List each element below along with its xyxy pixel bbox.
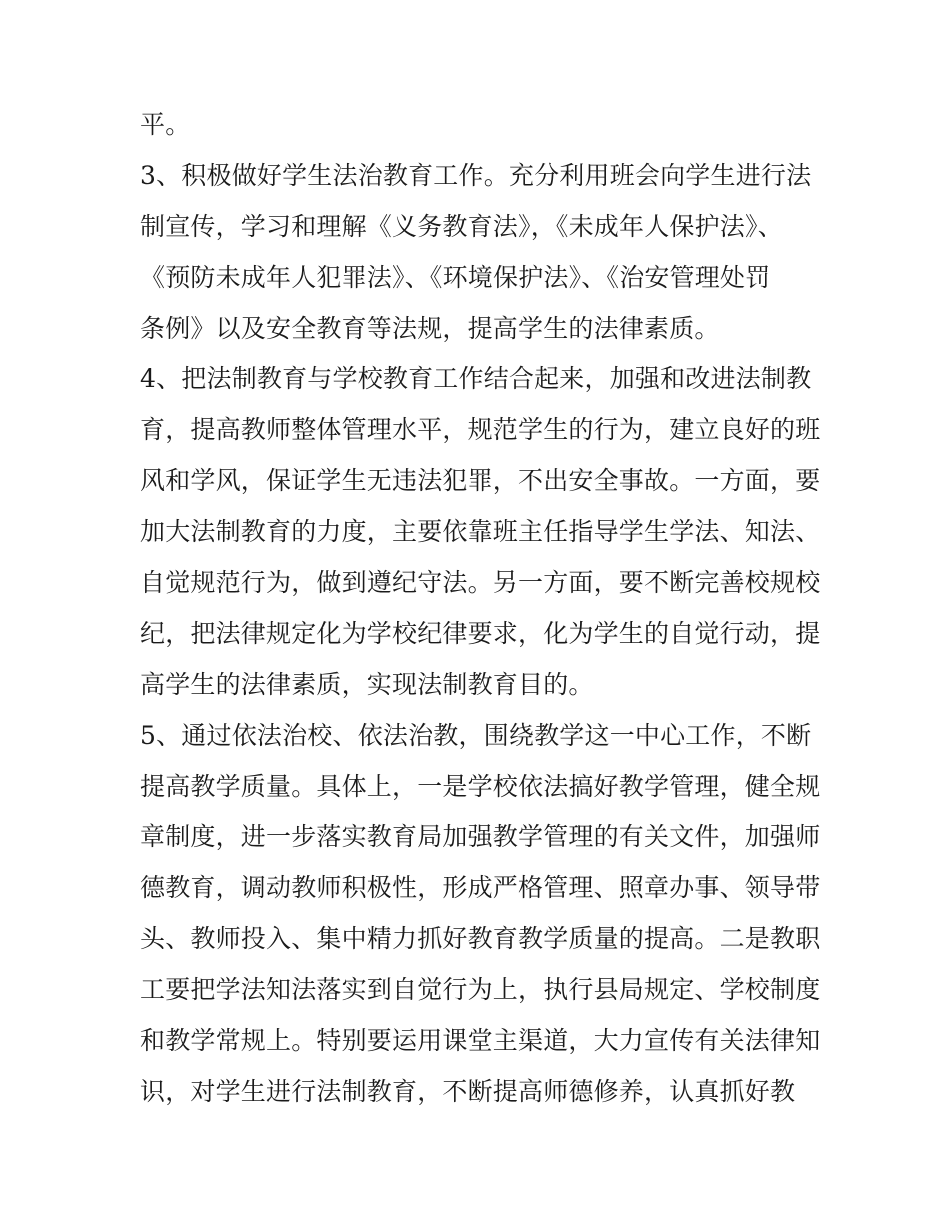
text-line: 高学生的法律素质，实现法制教育目的。	[140, 669, 594, 699]
text-line: 纪，把法律规定化为学校纪律要求，化为学生的自觉行动，提	[140, 618, 821, 648]
text-line: 识，对学生进行法制教育，不断提高师德修养，认真抓好教	[140, 1076, 796, 1106]
text-line: 自觉规范行为，做到遵纪守法。另一方面，要不断完善校规校	[140, 568, 821, 598]
text-line: 3、积极做好学生法治教育工作。充分利用班会向学生进行法	[140, 160, 812, 190]
text-line: 条例》以及安全教育等法规，提高学生的法律素质。	[140, 313, 720, 343]
text-line: 制宣传，学习和理解《义务教育法》，《未成年人保护法》、	[140, 211, 783, 241]
text-line: 育，提高教师整体管理水平，规范学生的行为，建立良好的班	[140, 415, 821, 445]
text-line: 头、教师投入、集中精力抓好教育教学质量的提高。二是教职	[140, 924, 821, 954]
text-line: 加大法制教育的力度，主要依靠班主任指导学生学法、知法、	[140, 517, 821, 547]
text-line: 《预防未成年人犯罪法》、《环境保护法》、《治安管理处罚	[140, 262, 771, 292]
text-line: 5、通过依法治校、依法治教，围绕教学这一中心工作，不断	[140, 720, 812, 750]
text-line: 平。	[140, 110, 191, 139]
document-body	[140, 100, 820, 1118]
text-line: 和教学常规上。特别要运用课堂主渠道，大力宣传有关法律知	[140, 1026, 821, 1056]
text-line: 4、把法制教育与学校教育工作结合起来，加强和改进法制教	[140, 364, 812, 394]
text-line: 章制度，进一步落实教育局加强教学管理的有关文件，加强师	[140, 822, 821, 852]
text-line: 德教育，调动教师积极性，形成严格管理、照章办事、领导带	[140, 873, 821, 903]
text-line: 工要把学法知法落实到自觉行为上，执行县局规定、学校制度	[140, 975, 821, 1005]
text-line: 风和学风，保证学生无违法犯罪，不出安全事故。一方面，要	[140, 466, 821, 496]
text-line: 提高教学质量。具体上，一是学校依法搞好教学管理，健全规	[140, 771, 821, 801]
